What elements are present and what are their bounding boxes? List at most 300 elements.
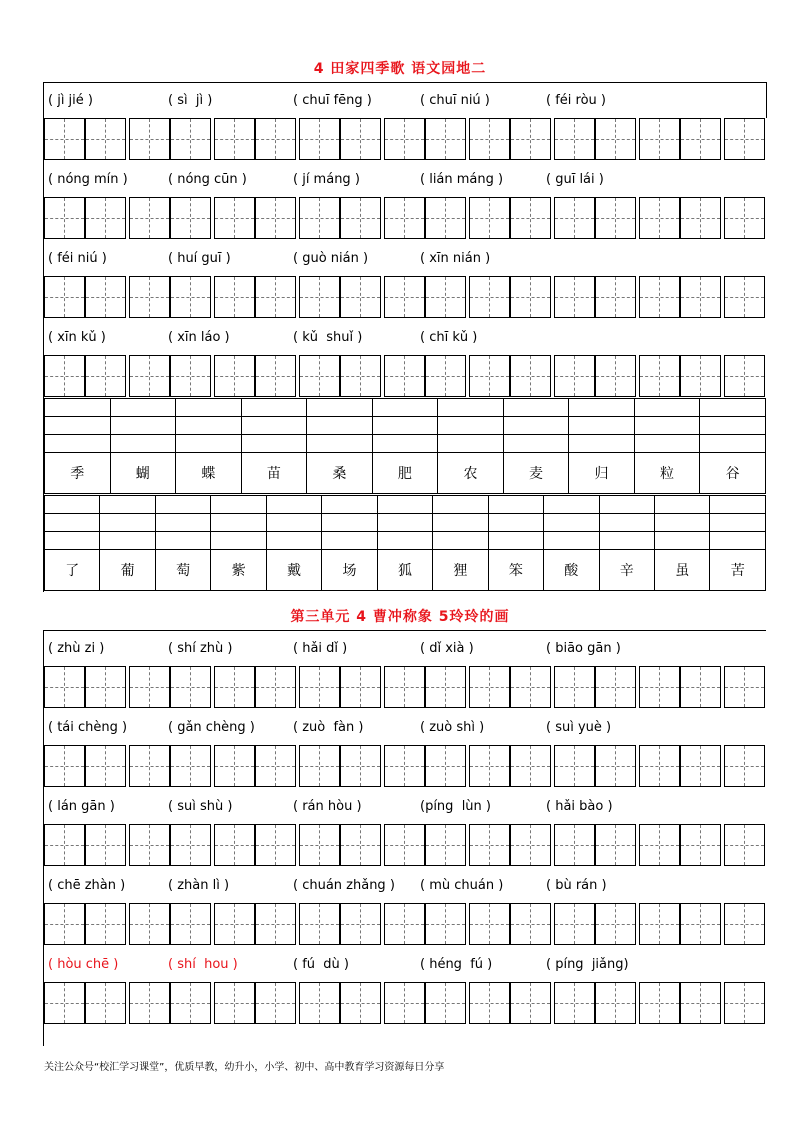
tianzige-cell[interactable] xyxy=(255,824,296,866)
blank-cell[interactable] xyxy=(654,532,709,550)
tianzige-cell[interactable] xyxy=(214,197,255,239)
guide-line xyxy=(615,746,616,786)
tianzige-cell[interactable] xyxy=(299,824,340,866)
writing-grid[interactable] xyxy=(44,903,766,947)
tianzige-cell[interactable] xyxy=(255,276,296,318)
blank-cell[interactable] xyxy=(544,496,599,514)
tianzige-cell[interactable] xyxy=(255,666,296,708)
guide-line xyxy=(105,356,106,396)
blank-cell[interactable] xyxy=(433,532,488,550)
tianzige-cell[interactable] xyxy=(469,276,510,318)
tianzige-cell[interactable] xyxy=(255,903,296,945)
tianzige-cell[interactable] xyxy=(510,745,551,787)
tianzige-cell[interactable] xyxy=(340,197,381,239)
guide-line xyxy=(744,119,745,159)
pinyin-item: ( zhàn lì ) xyxy=(168,878,230,893)
tianzige-cell[interactable] xyxy=(724,982,765,1024)
guide-line xyxy=(105,983,106,1023)
pinyin-item: ( rán hòu ) xyxy=(293,799,362,814)
blank-cell[interactable] xyxy=(266,496,321,514)
guide-line xyxy=(190,356,191,396)
blank-cell[interactable] xyxy=(100,496,155,514)
guide-line xyxy=(149,825,150,865)
tianzige-cell[interactable] xyxy=(129,666,170,708)
tianzige-cell[interactable] xyxy=(554,118,595,160)
tianzige-cell[interactable] xyxy=(680,982,721,1024)
blank-cell[interactable] xyxy=(322,514,377,532)
tianzige-cell[interactable] xyxy=(129,276,170,318)
tianzige-cell[interactable] xyxy=(340,276,381,318)
tianzige-cell[interactable] xyxy=(170,982,211,1024)
tianzige-cell[interactable] xyxy=(214,982,255,1024)
tianzige-cell[interactable] xyxy=(44,666,85,708)
blank-cell[interactable] xyxy=(176,417,242,435)
writing-grid[interactable] xyxy=(44,745,766,789)
tianzige-cell[interactable] xyxy=(595,824,636,866)
guide-line xyxy=(615,277,616,317)
tianzige-cell[interactable] xyxy=(299,745,340,787)
tianzige-cell[interactable] xyxy=(595,118,636,160)
tianzige-cell[interactable] xyxy=(384,666,425,708)
tianzige-cell[interactable] xyxy=(554,824,595,866)
tianzige-cell[interactable] xyxy=(469,666,510,708)
tianzige-cell[interactable] xyxy=(425,824,466,866)
guide-line xyxy=(530,825,531,865)
tianzige-cell[interactable] xyxy=(469,824,510,866)
guide-line xyxy=(615,198,616,238)
blank-cell[interactable] xyxy=(377,496,432,514)
tianzige-cell[interactable] xyxy=(340,118,381,160)
guide-line xyxy=(489,198,490,238)
guide-line xyxy=(615,667,616,707)
guide-line xyxy=(489,277,490,317)
blank-cell[interactable] xyxy=(503,417,569,435)
tianzige-cell[interactable] xyxy=(85,355,126,397)
guide-line xyxy=(615,825,616,865)
writing-grid[interactable] xyxy=(44,355,766,399)
char-row xyxy=(45,453,766,494)
writing-grid[interactable] xyxy=(44,197,766,241)
tianzige-cell[interactable] xyxy=(44,903,85,945)
guide-line xyxy=(149,746,150,786)
tianzige-cell[interactable] xyxy=(299,118,340,160)
tianzige-cell[interactable] xyxy=(510,276,551,318)
pinyin-item: ( fú dù ) xyxy=(293,957,349,972)
tianzige-cell[interactable] xyxy=(299,982,340,1024)
tianzige-cell[interactable] xyxy=(724,666,765,708)
tianzige-cell[interactable] xyxy=(639,666,680,708)
tianzige-cell[interactable] xyxy=(44,355,85,397)
blank-cell[interactable] xyxy=(634,417,700,435)
pinyin-item: ( hǎi bào ) xyxy=(546,799,613,814)
blank-cell[interactable] xyxy=(241,417,307,435)
tianzige-cell[interactable] xyxy=(214,824,255,866)
tianzige-cell[interactable] xyxy=(595,745,636,787)
blank-cell[interactable] xyxy=(110,417,176,435)
blank-cell[interactable] xyxy=(544,514,599,532)
blank-cell[interactable] xyxy=(155,532,210,550)
tianzige-cell[interactable] xyxy=(469,982,510,1024)
tianzige-cell[interactable] xyxy=(425,355,466,397)
tianzige-cell[interactable] xyxy=(639,197,680,239)
guide-line xyxy=(744,277,745,317)
tianzige-cell[interactable] xyxy=(510,118,551,160)
blank-cell[interactable] xyxy=(372,435,438,453)
tianzige-cell[interactable] xyxy=(595,666,636,708)
tianzige-cell[interactable] xyxy=(340,824,381,866)
blank-cell[interactable] xyxy=(307,435,373,453)
tianzige-cell[interactable] xyxy=(554,197,595,239)
pinyin-item: ( xīn láo ) xyxy=(168,330,230,345)
blank-cell[interactable] xyxy=(211,532,266,550)
blank-cell[interactable] xyxy=(372,399,438,417)
tianzige-cell[interactable] xyxy=(340,666,381,708)
char-cell: 辛 xyxy=(599,550,654,591)
guide-line xyxy=(404,198,405,238)
guide-line xyxy=(275,198,276,238)
char-cell: 葡 xyxy=(100,550,155,591)
tianzige-cell[interactable] xyxy=(299,666,340,708)
tianzige-cell[interactable] xyxy=(299,197,340,239)
tianzige-cell[interactable] xyxy=(595,982,636,1024)
section-title: 第三单元 4 曹冲称象 5玲玲的画 xyxy=(290,609,510,625)
tianzige-cell[interactable] xyxy=(44,745,85,787)
guide-line xyxy=(149,198,150,238)
tianzige-cell[interactable] xyxy=(680,903,721,945)
tianzige-cell[interactable] xyxy=(129,118,170,160)
blank-cell[interactable] xyxy=(307,399,373,417)
blank-cell[interactable] xyxy=(100,514,155,532)
tianzige-cell[interactable] xyxy=(299,276,340,318)
blank-cell[interactable] xyxy=(433,514,488,532)
writing-grid[interactable] xyxy=(44,982,766,1026)
blank-cell[interactable] xyxy=(266,514,321,532)
guide-line xyxy=(700,746,701,786)
pinyin-item: ( guī lái ) xyxy=(546,172,604,187)
tianzige-cell[interactable] xyxy=(469,355,510,397)
guide-line xyxy=(744,825,745,865)
tianzige-cell[interactable] xyxy=(170,745,211,787)
tianzige-cell[interactable] xyxy=(170,903,211,945)
tianzige-cell[interactable] xyxy=(425,197,466,239)
guide-line xyxy=(615,904,616,944)
tianzige-cell[interactable] xyxy=(340,982,381,1024)
tianzige-cell[interactable] xyxy=(680,824,721,866)
tianzige-cell[interactable] xyxy=(129,824,170,866)
guide-line xyxy=(659,198,660,238)
blank-cell[interactable] xyxy=(110,399,176,417)
tianzige-cell[interactable] xyxy=(170,276,211,318)
tianzige-cell[interactable] xyxy=(340,745,381,787)
blank-cell[interactable] xyxy=(241,435,307,453)
blank-cell[interactable] xyxy=(634,435,700,453)
blank-cell[interactable] xyxy=(654,514,709,532)
blank-cell[interactable] xyxy=(569,435,635,453)
tianzige-cell[interactable] xyxy=(680,666,721,708)
tianzige-cell[interactable] xyxy=(639,982,680,1024)
tianzige-cell[interactable] xyxy=(510,982,551,1024)
tianzige-cell[interactable] xyxy=(639,745,680,787)
tianzige-cell[interactable] xyxy=(85,666,126,708)
tianzige-cell[interactable] xyxy=(425,745,466,787)
blank-cell[interactable] xyxy=(544,532,599,550)
blank-cell[interactable] xyxy=(45,399,111,417)
tianzige-cell[interactable] xyxy=(595,903,636,945)
tianzige-cell[interactable] xyxy=(255,982,296,1024)
blank-cell[interactable] xyxy=(700,417,766,435)
char-cell: 归 xyxy=(569,453,635,494)
guide-line xyxy=(319,746,320,786)
blank-cell[interactable] xyxy=(241,399,307,417)
tianzige-cell[interactable] xyxy=(384,903,425,945)
tianzige-cell[interactable] xyxy=(85,824,126,866)
tianzige-cell[interactable] xyxy=(469,118,510,160)
pinyin-item: ( zuò fàn ) xyxy=(293,720,364,735)
pinyin-item: ( jí máng ) xyxy=(293,172,360,187)
tianzige-cell[interactable] xyxy=(340,355,381,397)
blank-cell[interactable] xyxy=(438,417,504,435)
writing-grid[interactable] xyxy=(44,118,766,162)
tianzige-cell[interactable] xyxy=(214,355,255,397)
tianzige-cell[interactable] xyxy=(639,824,680,866)
guide-line xyxy=(615,983,616,1023)
tianzige-cell[interactable] xyxy=(425,276,466,318)
tianzige-cell[interactable] xyxy=(724,197,765,239)
tianzige-cell[interactable] xyxy=(510,666,551,708)
tianzige-cell[interactable] xyxy=(469,745,510,787)
tianzige-cell[interactable] xyxy=(44,982,85,1024)
tianzige-cell[interactable] xyxy=(44,118,85,160)
tianzige-cell[interactable] xyxy=(680,276,721,318)
blank-cell[interactable] xyxy=(266,532,321,550)
blank-cell[interactable] xyxy=(45,514,100,532)
blank-cell[interactable] xyxy=(211,514,266,532)
blank-cell[interactable] xyxy=(634,399,700,417)
pinyin-item: ( jì jié ) xyxy=(48,93,93,108)
blank-cell[interactable] xyxy=(700,435,766,453)
tianzige-cell[interactable] xyxy=(639,355,680,397)
blank-cell[interactable] xyxy=(488,496,543,514)
tianzige-cell[interactable] xyxy=(129,745,170,787)
tianzige-cell[interactable] xyxy=(554,903,595,945)
tianzige-cell[interactable] xyxy=(255,745,296,787)
tianzige-cell[interactable] xyxy=(44,824,85,866)
writing-grid[interactable] xyxy=(44,276,766,320)
blank-cell[interactable] xyxy=(569,417,635,435)
blank-cell[interactable] xyxy=(45,417,111,435)
blank-cell[interactable] xyxy=(322,496,377,514)
blank-cell[interactable] xyxy=(599,496,654,514)
tianzige-cell[interactable] xyxy=(724,276,765,318)
tianzige-cell[interactable] xyxy=(554,355,595,397)
tianzige-cell[interactable] xyxy=(85,903,126,945)
guide-line xyxy=(489,746,490,786)
blank-cell[interactable] xyxy=(710,532,766,550)
tianzige-cell[interactable] xyxy=(214,666,255,708)
writing-grid[interactable] xyxy=(44,824,766,868)
tianzige-cell[interactable] xyxy=(425,666,466,708)
tianzige-cell[interactable] xyxy=(595,276,636,318)
blank-cell[interactable] xyxy=(155,496,210,514)
guide-line xyxy=(234,277,235,317)
tianzige-cell[interactable] xyxy=(510,824,551,866)
blank-cell[interactable] xyxy=(372,417,438,435)
guide-line xyxy=(149,119,150,159)
blank-cell[interactable] xyxy=(599,532,654,550)
guide-line xyxy=(105,746,106,786)
tianzige-cell[interactable] xyxy=(85,745,126,787)
tianzige-cell[interactable] xyxy=(639,903,680,945)
guide-line xyxy=(404,119,405,159)
blank-cell[interactable] xyxy=(155,514,210,532)
blank-cell[interactable] xyxy=(503,399,569,417)
tianzige-cell[interactable] xyxy=(595,197,636,239)
blank-cell[interactable] xyxy=(211,496,266,514)
blank-cell[interactable] xyxy=(45,435,111,453)
blank-cell[interactable] xyxy=(433,496,488,514)
pinyin-item: ( bù rán ) xyxy=(546,878,607,893)
tianzige-cell[interactable] xyxy=(469,197,510,239)
tianzige-cell[interactable] xyxy=(170,355,211,397)
blank-cell[interactable] xyxy=(710,496,766,514)
tianzige-cell[interactable] xyxy=(680,197,721,239)
tianzige-cell[interactable] xyxy=(85,118,126,160)
tianzige-cell[interactable] xyxy=(255,118,296,160)
tianzige-cell[interactable] xyxy=(384,276,425,318)
blank-cell[interactable] xyxy=(45,532,100,550)
tianzige-cell[interactable] xyxy=(384,355,425,397)
tianzige-cell[interactable] xyxy=(724,118,765,160)
tianzige-cell[interactable] xyxy=(44,197,85,239)
tianzige-cell[interactable] xyxy=(425,903,466,945)
blank-cell[interactable] xyxy=(569,399,635,417)
blank-cell[interactable] xyxy=(599,514,654,532)
tianzige-cell[interactable] xyxy=(384,118,425,160)
tianzige-cell[interactable] xyxy=(595,355,636,397)
blank-cell[interactable] xyxy=(377,532,432,550)
tianzige-cell[interactable] xyxy=(170,118,211,160)
guide-line xyxy=(64,356,65,396)
tianzige-cell[interactable] xyxy=(425,118,466,160)
blank-cell[interactable] xyxy=(700,399,766,417)
blank-cell[interactable] xyxy=(710,514,766,532)
tianzige-cell[interactable] xyxy=(384,982,425,1024)
tianzige-cell[interactable] xyxy=(170,666,211,708)
tianzige-cell[interactable] xyxy=(85,197,126,239)
tianzige-cell[interactable] xyxy=(554,666,595,708)
frame-right xyxy=(766,82,767,118)
guide-line xyxy=(530,277,531,317)
tianzige-cell[interactable] xyxy=(469,903,510,945)
tianzige-cell[interactable] xyxy=(384,824,425,866)
tianzige-cell[interactable] xyxy=(129,903,170,945)
tianzige-cell[interactable] xyxy=(129,197,170,239)
guide-line xyxy=(530,746,531,786)
blank-cell[interactable] xyxy=(322,532,377,550)
tianzige-cell[interactable] xyxy=(129,982,170,1024)
tianzige-cell[interactable] xyxy=(510,355,551,397)
blank-cell[interactable] xyxy=(176,435,242,453)
pinyin-item: ( nóng cūn ) xyxy=(168,172,247,187)
tianzige-cell[interactable] xyxy=(214,276,255,318)
tianzige-cell[interactable] xyxy=(554,982,595,1024)
blank-cell[interactable] xyxy=(100,532,155,550)
char-cell: 酸 xyxy=(544,550,599,591)
guide-line xyxy=(275,746,276,786)
tianzige-cell[interactable] xyxy=(299,355,340,397)
tianzige-cell[interactable] xyxy=(724,824,765,866)
blank-cell[interactable] xyxy=(110,435,176,453)
tianzige-cell[interactable] xyxy=(255,355,296,397)
tianzige-cell[interactable] xyxy=(639,118,680,160)
tianzige-cell[interactable] xyxy=(639,276,680,318)
tianzige-cell[interactable] xyxy=(129,355,170,397)
guide-line xyxy=(319,198,320,238)
tianzige-cell[interactable] xyxy=(214,118,255,160)
tianzige-cell[interactable] xyxy=(680,355,721,397)
blank-cell[interactable] xyxy=(503,435,569,453)
blank-cell[interactable] xyxy=(45,496,100,514)
guide-line xyxy=(64,904,65,944)
blank-cell[interactable] xyxy=(488,514,543,532)
tianzige-cell[interactable] xyxy=(554,745,595,787)
blank-cell[interactable] xyxy=(654,496,709,514)
tianzige-cell[interactable] xyxy=(214,745,255,787)
char-cell: 桑 xyxy=(307,453,373,494)
tianzige-cell[interactable] xyxy=(44,276,85,318)
guide-line xyxy=(530,904,531,944)
blank-cell[interactable] xyxy=(438,399,504,417)
guide-line xyxy=(404,825,405,865)
tianzige-cell[interactable] xyxy=(510,903,551,945)
pinyin-row xyxy=(44,711,764,745)
tianzige-cell[interactable] xyxy=(340,903,381,945)
guide-line xyxy=(190,277,191,317)
blank-cell[interactable] xyxy=(438,435,504,453)
tianzige-cell[interactable] xyxy=(680,745,721,787)
tianzige-cell[interactable] xyxy=(384,197,425,239)
tianzige-cell[interactable] xyxy=(724,903,765,945)
tianzige-cell[interactable] xyxy=(554,276,595,318)
blank-cell[interactable] xyxy=(307,417,373,435)
pinyin-item: ( tái chèng ) xyxy=(48,720,128,735)
tianzige-cell[interactable] xyxy=(299,903,340,945)
char-cell: 谷 xyxy=(700,453,766,494)
tianzige-cell[interactable] xyxy=(384,745,425,787)
writing-grid[interactable] xyxy=(44,666,766,710)
blank-cell[interactable] xyxy=(377,514,432,532)
guide-line xyxy=(445,119,446,159)
tianzige-cell[interactable] xyxy=(170,824,211,866)
tianzige-cell[interactable] xyxy=(425,982,466,1024)
blank-cell[interactable] xyxy=(176,399,242,417)
blank-cell[interactable] xyxy=(488,532,543,550)
tianzige-cell[interactable] xyxy=(680,118,721,160)
guide-line xyxy=(404,277,405,317)
tianzige-cell[interactable] xyxy=(170,197,211,239)
tianzige-cell[interactable] xyxy=(85,276,126,318)
guide-line xyxy=(744,667,745,707)
frame-left xyxy=(43,82,44,592)
guide-line xyxy=(700,904,701,944)
tianzige-cell[interactable] xyxy=(724,745,765,787)
tianzige-cell[interactable] xyxy=(85,982,126,1024)
tianzige-cell[interactable] xyxy=(255,197,296,239)
pinyin-item: ( shí hou ) xyxy=(168,957,238,972)
tianzige-cell[interactable] xyxy=(214,903,255,945)
tianzige-cell[interactable] xyxy=(510,197,551,239)
tianzige-cell[interactable] xyxy=(724,355,765,397)
